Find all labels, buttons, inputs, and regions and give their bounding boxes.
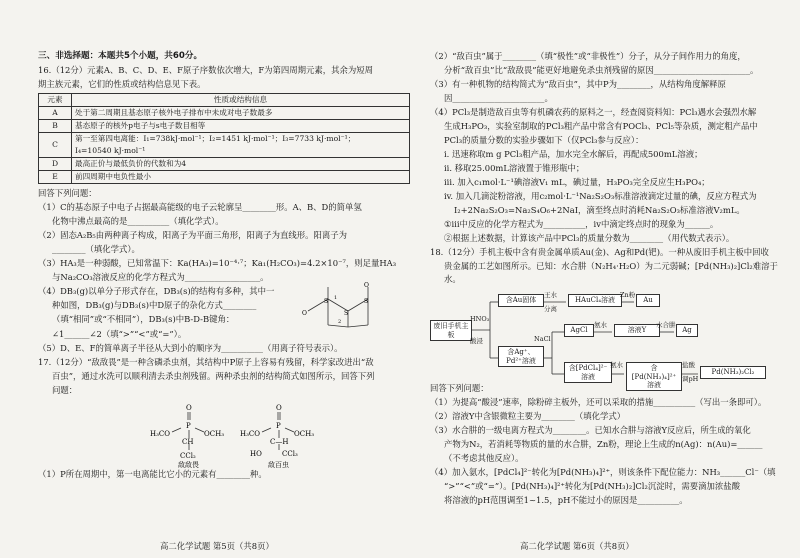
q18-part1: （1）为提高“酸浸”速率，除粉碎主板外，还可以采取的措施__________（写出一条即可）。 — [430, 397, 767, 408]
q16-part3-cont: 与Na₂CO₃溶液反应的化学方程式为__________________。 — [52, 272, 269, 283]
sulfur-label: S — [324, 298, 329, 306]
label-zn: Zn粉 — [620, 291, 636, 300]
q17-part3-cont: 因______________________。 — [444, 93, 553, 104]
q17-sub2: ②根据上述数据，计算该产品中PCl₃的质量分数为________（用代数式表示）。 — [444, 233, 735, 244]
label-hno3: HNO₃ — [470, 315, 490, 324]
atom-label: P — [276, 421, 281, 430]
q16-table — [38, 93, 410, 184]
atom-label: CCl₂ — [180, 451, 196, 460]
q16-part2-cont: ________（填化学式）。 — [52, 244, 140, 255]
box-pd-nh3: 含[Pd(NH₃)₄]²⁺溶液 — [626, 362, 682, 391]
table-row — [39, 158, 410, 171]
q16-part4-cont: 种如图，DB₃(g)与DB₃(s)中D原子的杂化方式________ — [52, 300, 257, 311]
pesticide-structures — [38, 398, 410, 468]
table-row — [39, 120, 410, 133]
atom-label: C—H — [270, 437, 289, 446]
label-ammonia: 氨水 — [594, 321, 607, 330]
q18-prompt: 回答下列问题： — [430, 383, 489, 394]
step-4: iv. 加入几滴淀粉溶液，用c₂mol·L⁻¹Na₂S₂O₃标准溶液滴定过量的碘，反应方程式为 — [444, 191, 757, 202]
sulfur-label: S — [364, 298, 369, 306]
label-wangshui: 王水 — [544, 291, 557, 300]
q18-part4-cont2: 将溶液的pH范围调至1~1.5，pH不能过小的原因是__________。 — [444, 495, 688, 506]
table-row — [39, 171, 410, 184]
box-final-product: Pd(NH₃)₂Cl₂ — [700, 366, 766, 378]
q17-intro-3: 问题： — [52, 384, 78, 395]
label-acid: 酸浸 — [470, 337, 483, 346]
table-cell: 第一至第四电离能：I₁=738kJ·mol⁻¹；I₂=1451 kJ·mol⁻¹；I₃=7733 kJ·mol⁻¹； — [72, 133, 410, 146]
q16-part4: （4）DB₃(g)以单分子形式存在，DB₃(s)的结构有多种，其中一 — [38, 286, 275, 297]
oxygen-label: O — [302, 310, 307, 318]
table-cell: B — [39, 120, 72, 133]
table-cell: 最高正价与最低负价的代数和为4 — [72, 158, 410, 171]
atom-label: HO — [250, 449, 262, 458]
label-hcl: 盐酸 — [682, 361, 695, 370]
atom-label: O — [186, 403, 192, 412]
table-header-row — [39, 94, 410, 107]
right-column — [430, 6, 782, 508]
answer-prompt: 回答下列问题： — [38, 188, 97, 199]
q17-part3: （3）有一种机物的结构简式为“敌百虫”，其中P为________，从结构角度解释原 — [430, 79, 726, 90]
sulfur-label: S — [344, 310, 349, 318]
label-nacl: NaCl — [534, 335, 551, 344]
q16-part5: （5）D、E、F的简单离子半径从大到小的顺序为__________（用离子符号表示）。 — [38, 342, 343, 353]
box-au-solid: 含Au固体 — [498, 294, 544, 306]
atom-label: P — [186, 421, 191, 430]
label-ph: 调pH — [682, 375, 699, 384]
q18-part4: （4）加入氨水，[PdCl₄]²⁻转化为[Pd(NH₃)₄]²⁺，则该条件下配位能力：NH₃______Cl⁻（填 — [430, 467, 776, 478]
q17-sub1: ①iii中反应的化学方程式为__________，iv中滴定终点时的现象为______。 — [444, 219, 719, 230]
page-footer-left: 高二化学试题 第5页（共8页） — [160, 541, 274, 551]
q16-intro: 16.（12分）元素A、B、C、D、E、F原子序数依次增大，F为第四周期元素，其余为短周 — [38, 65, 374, 76]
atom-label: OCH₃ — [204, 429, 225, 438]
atom-label: H₃CO — [150, 429, 171, 438]
table-cell: I₄=10540 kJ·mol⁻¹ — [72, 145, 410, 158]
q17-part2: （2）“敌百虫”属于________（填“极性”或“非极性”）分子，从分子间作用力的角度， — [430, 51, 746, 61]
molecule-name: 敌百虫 — [268, 460, 289, 468]
q18-part3-cont: 产物为N₂，若消耗等物质的量的水合肼，Zn粉，理论上生成的n(Ag)：n(Au)=______ — [444, 439, 763, 450]
q16-part1-cont: 化物中沸点最高的是__________（填化学式）。 — [52, 216, 224, 227]
angle-label: 1 — [334, 295, 338, 302]
box-start: 废旧手机主板 — [430, 320, 472, 341]
section-title: 三、非选择题：本题共5个小题，共60分。 — [38, 51, 203, 61]
label-ammonia-2: 氨水 — [610, 361, 623, 370]
label-hydrazine: 水合肼 — [656, 321, 676, 330]
atom-label: OCH₃ — [294, 429, 315, 438]
q16-part2: （2）固态A₂B₅由两种离子构成，阳离子为平面三角形，阳离子为直线形。阳离子为 — [38, 230, 347, 241]
step-3: iii. 加入c₁mol·L⁻¹碘溶液V₁ mL，碘过量，H₃PO₃完全反应生H₃PO₄； — [444, 177, 710, 188]
molecule-name: 敌敌畏 — [178, 460, 199, 468]
q17-part1: （1）P所在周期中，第一电离能比它小的元素有________种。 — [38, 468, 267, 479]
angle-label: 2 — [338, 319, 342, 326]
box-solution-y: 溶液Y — [614, 324, 660, 336]
q17-structures — [38, 398, 410, 468]
q16-part3: （3）HA₃是一种弱酸，已知常温下：Ka(HA₃)=10⁻⁴·⁷；Ka₁(H₂CO₃)=4.2×10⁻⁷，则足量HA₃ — [38, 258, 397, 269]
table-row — [39, 107, 410, 120]
box-au: Au — [636, 294, 660, 306]
page-footer-right: 高二化学试题 第6页（共8页） — [520, 541, 634, 551]
table-cell: 前四周期中电负性最小 — [72, 171, 410, 184]
atom-label: CH — [182, 437, 194, 446]
q18-part3: （3）水合肼的一级电离方程式为________。已知水合肼与溶液Y反应后，所生成的氧化 — [430, 425, 751, 436]
table-row — [39, 145, 410, 158]
table-header-cell: 性质或结构信息 — [72, 94, 410, 107]
step-1: i. 迅速称取m g PCl₃粗产品，加水完全水解后，再配成500mL溶液； — [444, 149, 703, 160]
q18-intro-2: 贵金属的工艺如图所示。已知：水合肼（N₂H₄·H₂O）为二元弱碱；[Pd(NH₃)₂]Cl₂难溶于水。 — [444, 261, 778, 285]
q17-intro: 17.（12分）“敌敌畏”是一种含磷杀虫剂，其结构中P原子上容易有残留，科学家改进出“敌 — [38, 356, 374, 367]
box-ag: Ag — [676, 324, 698, 336]
q17-intro-2: 百虫”，通过水洗可以顺利清去杀虫剂残留。两种杀虫剂的结构简式如图所示，回答下列 — [52, 370, 375, 381]
q18-part4-cont: “>”“<”或“=”）。[Pd(NH₃)₄]²⁺转化为[Pd(NH₃)₂]Cl₂沉淀时，需要滴加浓盐酸 — [444, 481, 740, 492]
step-2: ii. 移取25.00mL溶液置于锥形瓶中； — [444, 163, 585, 174]
table-cell: 处于第二周期且基态原子核外电子排布中未成对电子数最多 — [72, 107, 410, 120]
q17-part2-cont: 分析“敌百虫”比“敌敌畏”能更好地避免杀虫剂残留的原因_______________________。 — [444, 65, 759, 76]
so3-structure-diagram — [298, 281, 388, 341]
step-4-cont: I₂+2Na₂S₂O₃=Na₂S₄O₆+2NaI，滴至终点时消耗Na₂S₂O₃标准溶液V₂mL。 — [454, 205, 745, 216]
q16-part4-block — [38, 282, 410, 340]
box-haucl4: HAuCl₄溶液 — [568, 294, 622, 306]
q16-part4-cont3: ∠1______∠2（填“>”“<”或“=”）。 — [52, 328, 187, 339]
q17-part4-cont: 生成H₃PO₃，实验室制取的PCl₃粗产品中常含有POCl₃、PCl₅等杂质，测定粗产品中 — [444, 121, 758, 132]
box-agcl: AgCl — [564, 324, 594, 336]
table-cell: D — [39, 158, 72, 171]
q17-part4: （4）PCl₃是制造敌百虫等有机磷农药的原料之一，经查阅资料知：PCl₃遇水会强烈水解 — [430, 107, 757, 118]
q18-part2: （2）溶液Y中含银微粒主要为________（填化学式） — [430, 411, 626, 422]
q16-part4-cont2: （填“相同”或“不相同”），DB₃(s)中B-D-B键角： — [52, 314, 235, 325]
q16-intro-2: 期主族元素，它们的性质或结构信息见下表。 — [38, 79, 206, 90]
q18-intro: 18.（12分）手机主板中含有贵金属单质Au(金)、Ag和Pd(钯)。一种从废旧手机主板中回收 — [430, 247, 769, 258]
atom-label: H₃CO — [240, 429, 261, 438]
q18-part3-cont2: （不考虑其他反应）。 — [444, 453, 524, 464]
q16-part1: （1）C的基态原子中电子占据最高能级的电子云轮廓呈________形。A、B、D的简单氢 — [38, 202, 362, 213]
table-header-cell: 元素 — [39, 94, 72, 107]
table-cell: E — [39, 171, 72, 184]
box-ag-pd: 含Ag⁺、Pd²⁺溶液 — [498, 346, 544, 367]
table-cell: C — [39, 133, 72, 158]
oxygen-label: O — [364, 282, 369, 290]
atom-label: O — [276, 403, 282, 412]
table-row — [39, 133, 410, 146]
label-sep: 分离 — [544, 305, 557, 314]
left-column — [38, 6, 410, 482]
box-pdcl4: 含[PdCl₄]²⁻溶液 — [564, 362, 612, 383]
atom-label: CCl₃ — [282, 449, 298, 458]
table-cell: A — [39, 107, 72, 120]
q17-part4-cont2: PCl₃的质量分数的实验步骤如下（仅PCl₃参与反应）： — [444, 135, 644, 146]
table-cell: 基态原子的核外p电子与s电子数目相等 — [72, 120, 410, 133]
